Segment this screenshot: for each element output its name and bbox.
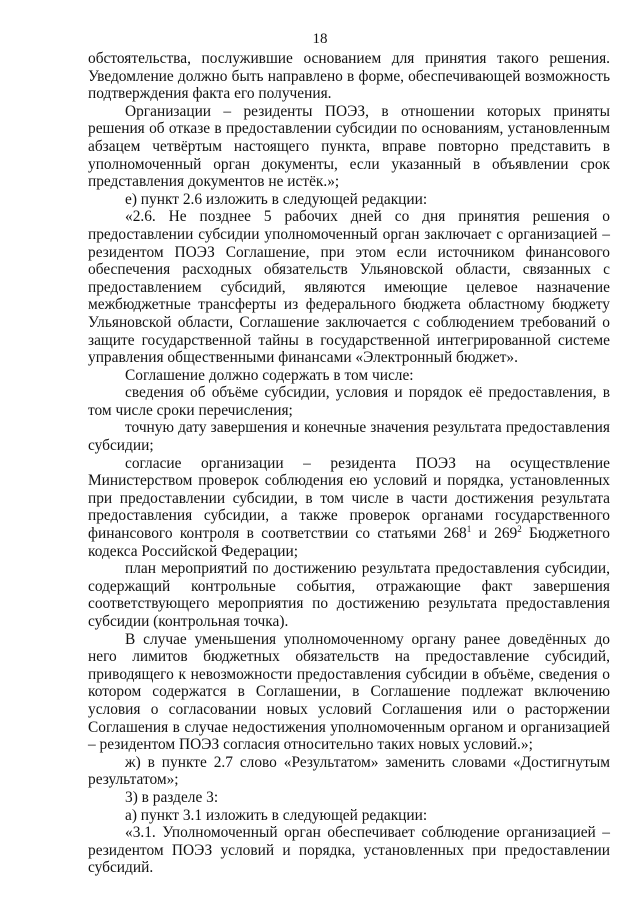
- paragraph: точную дату завершения и конечные значения результата предоставления субсидии;: [88, 419, 610, 455]
- paragraph: [88, 455, 610, 561]
- superscript: 2: [517, 524, 522, 535]
- paragraph-text: и 269: [471, 525, 518, 543]
- paragraph: «3.1. Уполномоченный орган обеспечивает соблюдение организацией – резидентом ПОЭЗ условий и порядка, установленных при предоставлении субсидий.: [88, 824, 610, 877]
- paragraph: 3) в разделе 3:: [125, 788, 219, 806]
- paragraph: обстоятельства, послужившие основанием для принятия такого решения. Уведомление должно быть направлено в форме, обеспечивающей возможность подтверждения факта его получения.: [88, 50, 610, 103]
- paragraph: е) пункт 2.6 изложить в следующей редакции:: [125, 190, 428, 208]
- paragraph: Соглашение должно содержать в том числе:: [125, 366, 414, 384]
- paragraph-text: Бюджетного кодекса Российской Федерации;: [88, 525, 610, 560]
- paragraph: сведения об объёме субсидии, условия и порядок её предоставления, в том числе сроки перечисления;: [88, 384, 610, 419]
- paragraph: Организации – резиденты ПОЭЗ, в отношении которых приняты решения об отказе в предоставлении субсидии по основаниям, установленным абзацем четвёртым настоящего пункта, вправе повторно представить в уполномоченный орган документы, если указанный в объявлении срок представления документов не истёк.»;: [88, 102, 610, 191]
- paragraph: ж) в пункте 2.7 слово «Результатом» заменить словами «Достигнутым результатом»;: [88, 753, 610, 789]
- paragraph: план мероприятий по достижению результата предоставления субсидии, содержащий контрольные события, отражающие факт завершения соответствующего мероприятия по достижению результата предоставления субсидии (контрольная точка).: [88, 560, 610, 630]
- paragraph: В случае уменьшения уполномоченному органу ранее доведённых до него лимитов бюджетных обязательств на предоставление субсидий, приводящего к невозможности предоставления субсидии в объёме, сведения о котором содержатся в Соглашении, в Соглашение подлежат включению условия о согласовании новых условий Соглашения или о расторжении Соглашения в случае недостижения уполномоченным органом и организацией – резидентом ПОЭЗ согласия относительно таких новых условий.»;: [88, 630, 610, 754]
- paragraph-text: согласие организации – резидента ПОЭЗ на осуществление Министерством проверок соблюдения ею условий и порядка, установленных при предоставлении субсидии, в том числе в части достижения результата предоставления субсидии, а также проверок органами государственного финансового контроля в соответствии со статьями 268: [88, 454, 610, 543]
- document-body: [88, 50, 610, 877]
- superscript: 1: [466, 524, 472, 535]
- paragraph: «2.6. Не позднее 5 рабочих дней со дня принятия решения о предоставлении субсидии уполномоченный орган заключает с организацией – резидентом ПОЭЗ Соглашение, при этом если источником финансового обеспечения расходных обязательств Ульяновской области, связанных с предоставлением субсидий, являются имеющие целевое назначение межбюджетные трансферты из федерального бюджета областному бюджету Ульяновской области, Соглашение заключается с соблюдением требований о защите государственной тайны в государственной интегрированной системе управления общественными финансами «Электронный бюджет».: [88, 208, 610, 367]
- page-number: 18: [312, 31, 328, 47]
- paragraph: а) пункт 3.1 изложить в следующей редакции:: [125, 806, 428, 824]
